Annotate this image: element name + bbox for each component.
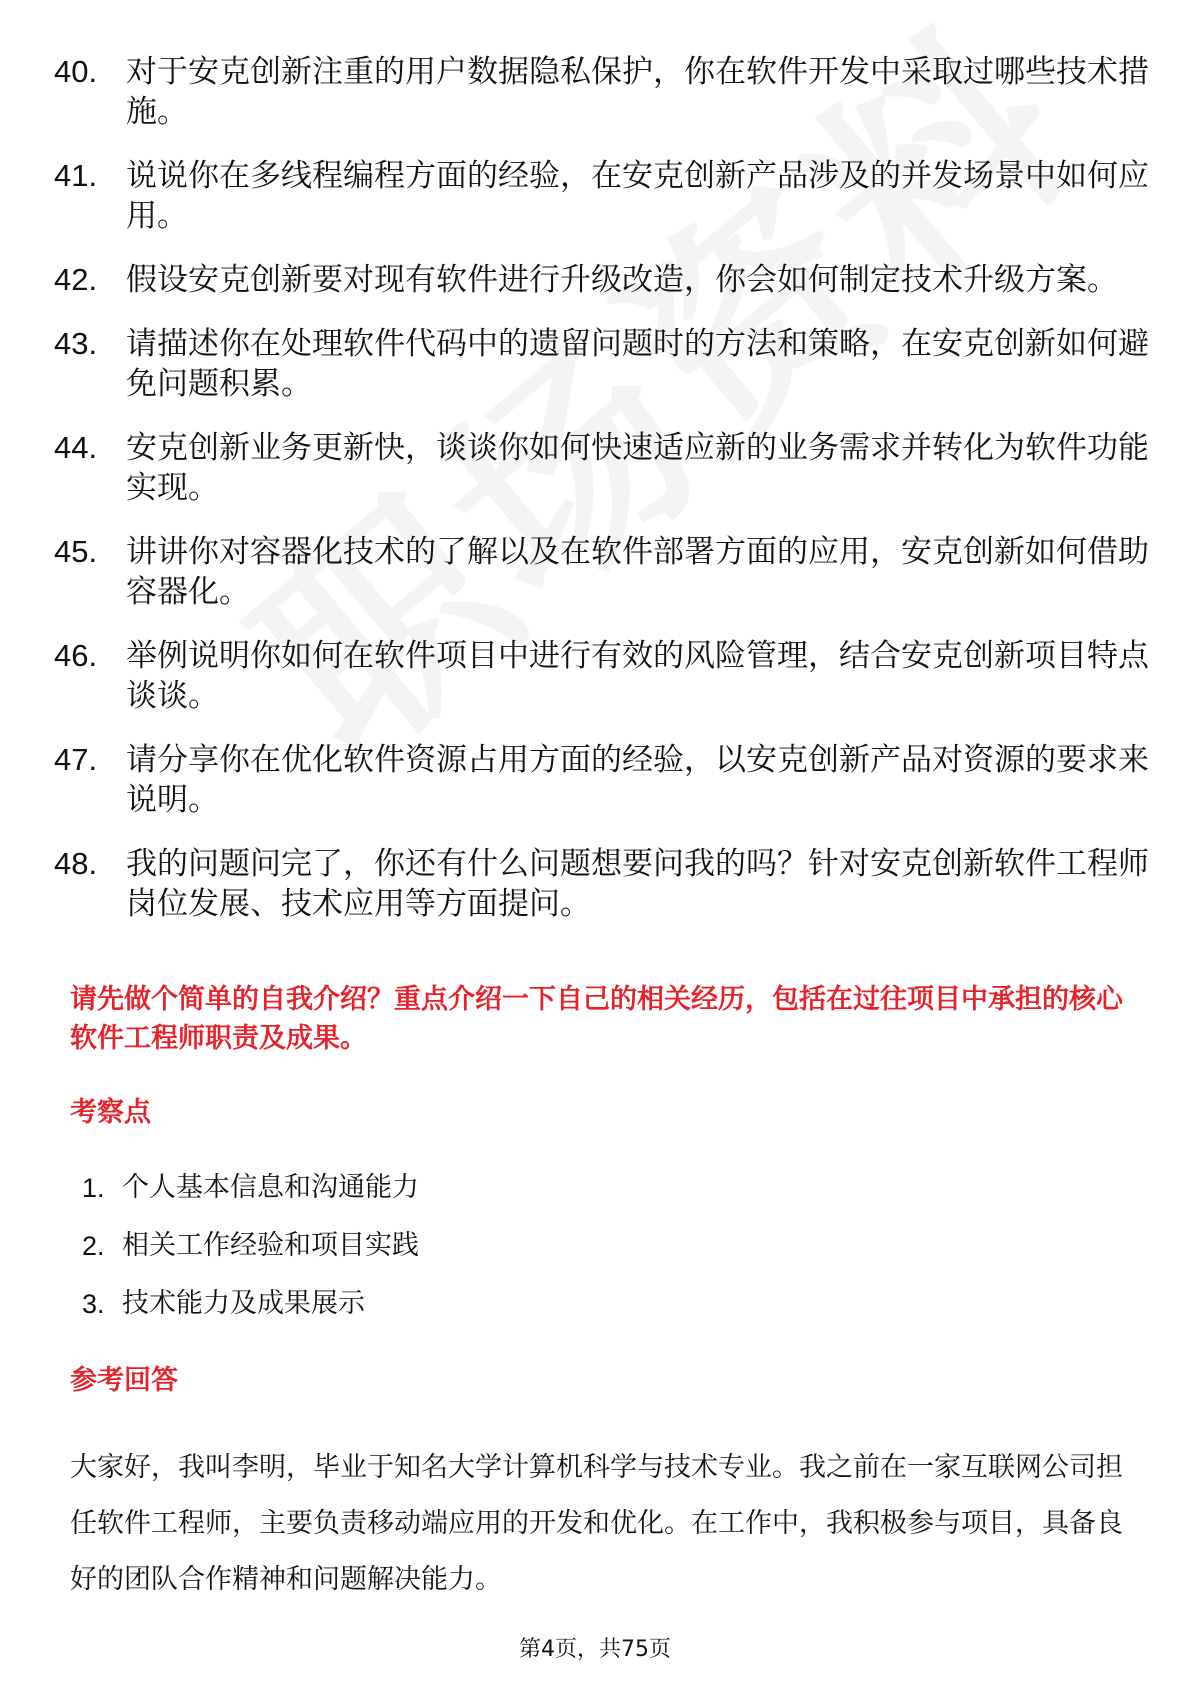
page-footer: 第4页，共75页 [519,1637,671,1662]
question-list [54,52,1149,948]
question-item [54,844,1156,924]
question-number: 47. [54,742,98,777]
points-list [82,1170,419,1344]
answer-text: 大家好，我叫李明，毕业于知名大学计算机科学与技术专业。我之前在一家互联网公司担任软件工程师，主要负责移动端应用的开发和优化。在工作中，我积极参与项目，具备良好的团队合作精神和问题解决能力。 [70,1452,1123,1595]
question-number: 43. [54,326,98,361]
point-text: 技术能力及成果展示 [122,1288,365,1319]
question-item [54,428,1156,508]
question-text: 对于安克创新注重的用户数据隐私保护，你在软件开发中采取过哪些技术措施。 [126,54,1149,130]
answer-heading: 参考回答 [70,1365,178,1396]
question-item [54,532,1156,612]
question-number: 42. [54,262,98,297]
point-number: 3. [82,1289,105,1319]
question-item [54,740,1156,820]
question-text: 举例说明你如何在软件项目中进行有效的风险管理，结合安克创新项目特点谈谈。 [126,638,1149,714]
question-text: 请描述你在处理软件代码中的遗留问题时的方法和策略，在安克创新如何避免问题积累。 [126,326,1149,402]
question-item [54,52,1156,132]
point-number: 1. [82,1173,105,1203]
question-text: 假设安克创新要对现有软件进行升级改造，你会如何制定技术升级方案。 [126,262,1118,298]
intro-question: 请先做个简单的自我介绍？重点介绍一下自己的相关经历，包括在过往项目中承担的核心软件工程师职责及成果。 [70,984,1123,1054]
question-number: 40. [54,54,98,89]
question-text: 安克创新业务更新快，谈谈你如何快速适应新的业务需求并转化为软件功能实现。 [126,430,1149,506]
point-item [82,1228,419,1264]
question-number: 48. [54,846,98,881]
question-item [54,260,1156,300]
question-item [54,636,1156,716]
question-number: 41. [54,158,98,193]
question-text: 我的问题问完了，你还有什么问题想要问我的吗？针对安克创新软件工程师岗位发展、技术应用等方面提问。 [126,846,1149,922]
question-text: 说说你在多线程编程方面的经验，在安克创新产品涉及的并发场景中如何应用。 [126,158,1149,234]
question-item [54,156,1156,236]
point-item [82,1170,419,1206]
points-heading: 考察点 [70,1097,151,1128]
question-text: 讲讲你对容器化技术的了解以及在软件部署方面的应用，安克创新如何借助容器化。 [126,534,1149,610]
point-number: 2. [82,1231,105,1261]
question-text: 请分享你在优化软件资源占用方面的经验，以安克创新产品对资源的要求来说明。 [126,742,1149,818]
point-text: 相关工作经验和项目实践 [122,1230,419,1261]
question-number: 44. [54,430,98,465]
question-number: 45. [54,534,98,569]
point-item [82,1286,419,1322]
question-number: 46. [54,638,98,673]
point-text: 个人基本信息和沟通能力 [122,1172,419,1203]
question-item [54,324,1156,404]
